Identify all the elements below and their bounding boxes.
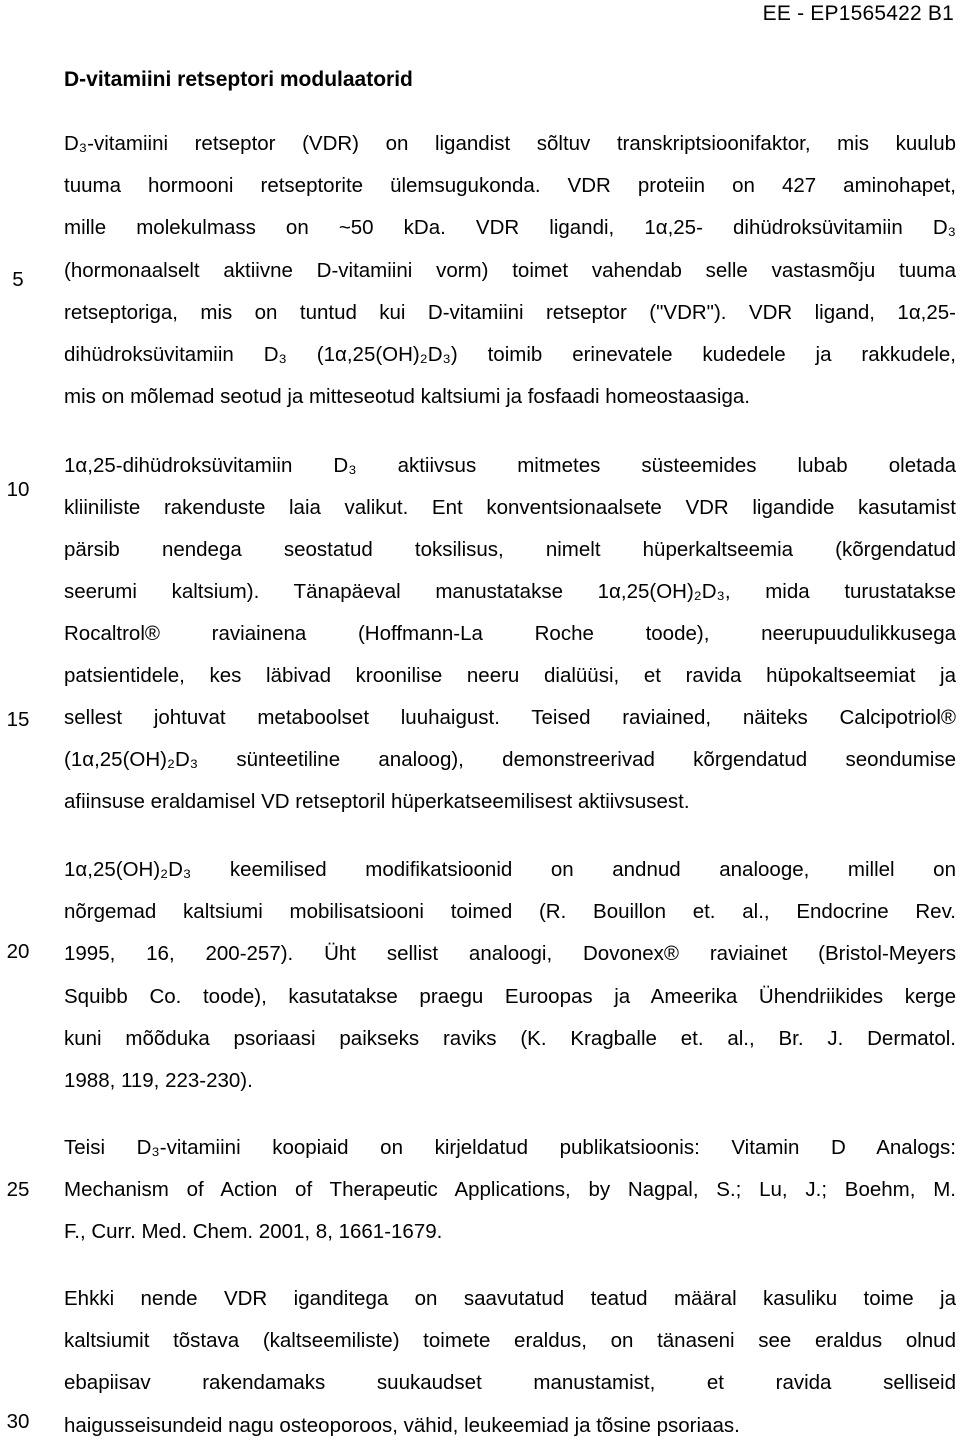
line-number: 5 <box>12 268 24 291</box>
text-line: Mechanism of Action of Therapeutic Applications, by Nagpal, S.; Lu, J.; Boehm, M. <box>64 1178 956 1201</box>
text-line: kliiniliste rakenduste laia valikut. Ent konventsionaalsete VDR ligandide kasutamist <box>64 496 956 519</box>
text-line: pärsib nendega seostatud toksilisus, nimelt hüperkaltseemia (kõrgendatud <box>64 538 956 561</box>
text-line: 1988, 119, 223-230). <box>64 1069 253 1092</box>
text-line: (hormonaalselt aktiivne D-vitamiini vorm) toimet vahendab selle vastasmõju tuuma <box>64 258 956 282</box>
text-line: D₃-vitamiini retseptor (VDR) on ligandist sõltuv transkriptsioonifaktor, mis kuulub <box>64 132 956 155</box>
text-line: sellest johtuvat metaboolset luuhaigust. Teised raviained, näiteks Calcipotriol® <box>64 706 956 729</box>
text-line: nõrgemad kaltsiumi mobilisatsiooni toimed (R. Bouillon et. al., Endocrine Rev. <box>64 900 956 924</box>
text-line: Squibb Co. toode), kasutatakse praegu Euroopas ja Ameerika Ühendriikides kerge <box>64 984 956 1008</box>
text-line: ebapiisav rakendamaks suukaudset manustamist, et ravida selliseid <box>64 1371 956 1395</box>
page-title: D-vitamiini retseptori modulaatorid <box>64 68 413 91</box>
text-line: tuuma hormooni retseptorite ülemsugukonda. VDR proteiin on 427 aminohapet, <box>64 174 956 198</box>
text-line: 1α,25-dihüdroksüvitamiin D₃ aktiivsus mitmetes süsteemides lubab oletada <box>64 454 956 477</box>
text-line: (1α,25(OH)₂D₃ sünteetiline analoog), demonstreerivad kõrgendatud seondumise <box>64 748 956 771</box>
line-number: 15 <box>6 708 30 731</box>
text-line: F., Curr. Med. Chem. 2001, 8, 1661-1679. <box>64 1220 443 1243</box>
line-number: 25 <box>6 1178 30 1201</box>
text-line: haigusseisundeid nagu osteoporoos, vähid, leukeemiad ja tõsine psoriaas. <box>64 1413 740 1437</box>
text-line: Teisi D₃-vitamiini koopiaid on kirjeldatud publikatsioonis: Vitamin D Analogs: <box>64 1136 956 1159</box>
text-line: mis on mõlemad seotud ja mitteseotud kaltsiumi ja fosfaadi homeostaasiga. <box>64 385 750 409</box>
text-line: kaltsiumit tõstava (kaltseemiliste) toimete eraldus, on tänaseni see eraldus olnud <box>64 1329 956 1353</box>
text-line: 1995, 16, 200-257). Üht sellist analoogi, Dovonex® raviainet (Bristol-Meyers <box>64 942 956 966</box>
text-line: mille molekulmass on ~50 kDa. VDR ligandi, 1α,25- dihüdroksüvitamiin D₃ <box>64 216 956 240</box>
text-line: Rocaltrol® raviainena (Hoffmann-La Roche toode), neerupuudulikkusega <box>64 622 956 645</box>
text-line: seerumi kaltsium). Tänapäeval manustatakse 1α,25(OH)₂D₃, mida turustatakse <box>64 580 956 603</box>
line-number: 20 <box>6 940 30 963</box>
text-line: Ehkki nende VDR iganditega on saavutatud teatud määral kasuliku toime ja <box>64 1287 956 1310</box>
text-line: patsientidele, kes läbivad kroonilise neeru dialüüsi, et ravida hüpokaltseemiat ja <box>64 664 956 687</box>
text-line: dihüdroksüvitamiin D₃ (1α,25(OH)₂D₃) toimib erinevatele kudedele ja rakkudele, <box>64 343 956 366</box>
text-line: retseptoriga, mis on tuntud kui D-vitamiini retseptor ("VDR"). VDR ligand, 1α,25- <box>64 300 956 324</box>
text-line: afiinsuse eraldamisel VD retseptoril hüperkatseemilisest aktiivsusest. <box>64 790 690 813</box>
line-number: 10 <box>6 478 30 501</box>
document-id: EE - EP1565422 B1 <box>762 2 954 25</box>
text-line: 1α,25(OH)₂D₃ keemilised modifikatsioonid on andnud analooge, millel on <box>64 858 956 881</box>
text-line: kuni mõõduka psoriaasi paikseks raviks (K. Kragballe et. al., Br. J. Dermatol. <box>64 1026 956 1050</box>
line-number: 30 <box>6 1410 30 1433</box>
